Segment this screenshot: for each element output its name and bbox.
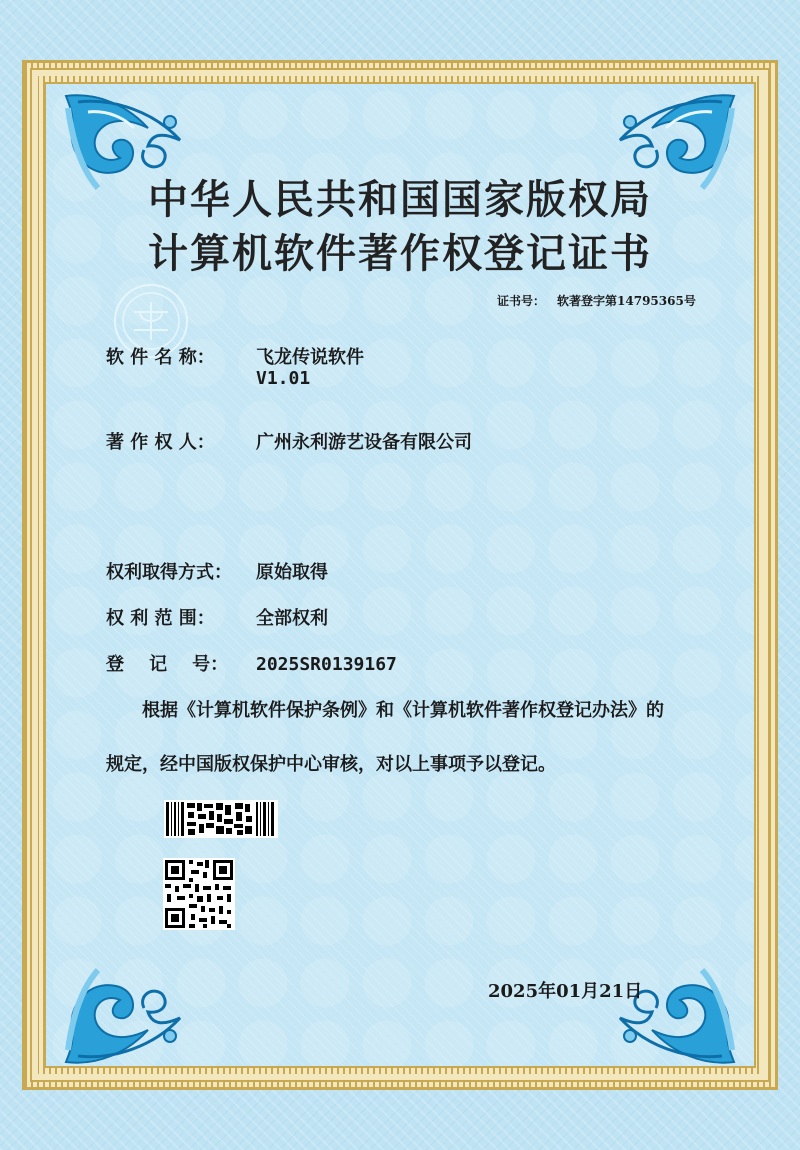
acquire-row	[106, 558, 328, 584]
legal-basis-line1: 根据《计算机软件保护条例》和《计算机软件著作权登记办法》的	[142, 700, 664, 721]
corner-ornament-icon	[58, 960, 208, 1070]
scope-label: 权 利 范 围：	[106, 608, 215, 629]
issue-date: 2025年01月21日	[488, 981, 643, 1002]
issuer-title: 中华人民共和国国家版权局	[148, 176, 652, 223]
registration-number-row	[106, 650, 397, 676]
acquire-label: 权利取得方式：	[106, 562, 232, 583]
scope-row	[106, 604, 328, 630]
scope-value: 全部权利	[256, 608, 328, 629]
acquire-value: 原始取得	[256, 562, 328, 583]
certificate-number-label: 证书号：	[497, 294, 546, 308]
legal-basis-line2: 规定，经中国版权保护中心审核，对以上事项予以登记。	[106, 754, 556, 775]
owner-row	[106, 428, 472, 454]
certificate-title: 计算机软件著作权登记证书	[148, 230, 652, 277]
registration-number-label: 登 记 号：	[106, 654, 229, 675]
software-name-row	[106, 343, 364, 369]
registration-number-value: 2025SR0139167	[256, 654, 397, 675]
software-version: V1.01	[256, 368, 311, 389]
qr-code-icon	[163, 858, 235, 930]
software-name-label: 软 件 名 称：	[106, 347, 215, 368]
software-name-value: 飞龙传说软件	[256, 347, 364, 368]
owner-label: 著 作 权 人：	[106, 432, 215, 453]
owner-value: 广州永利游艺设备有限公司	[256, 432, 472, 453]
barcode-icon	[164, 800, 278, 838]
certificate-number	[497, 292, 696, 309]
certificate-number-value: 软著登字第14795365号	[557, 294, 696, 308]
